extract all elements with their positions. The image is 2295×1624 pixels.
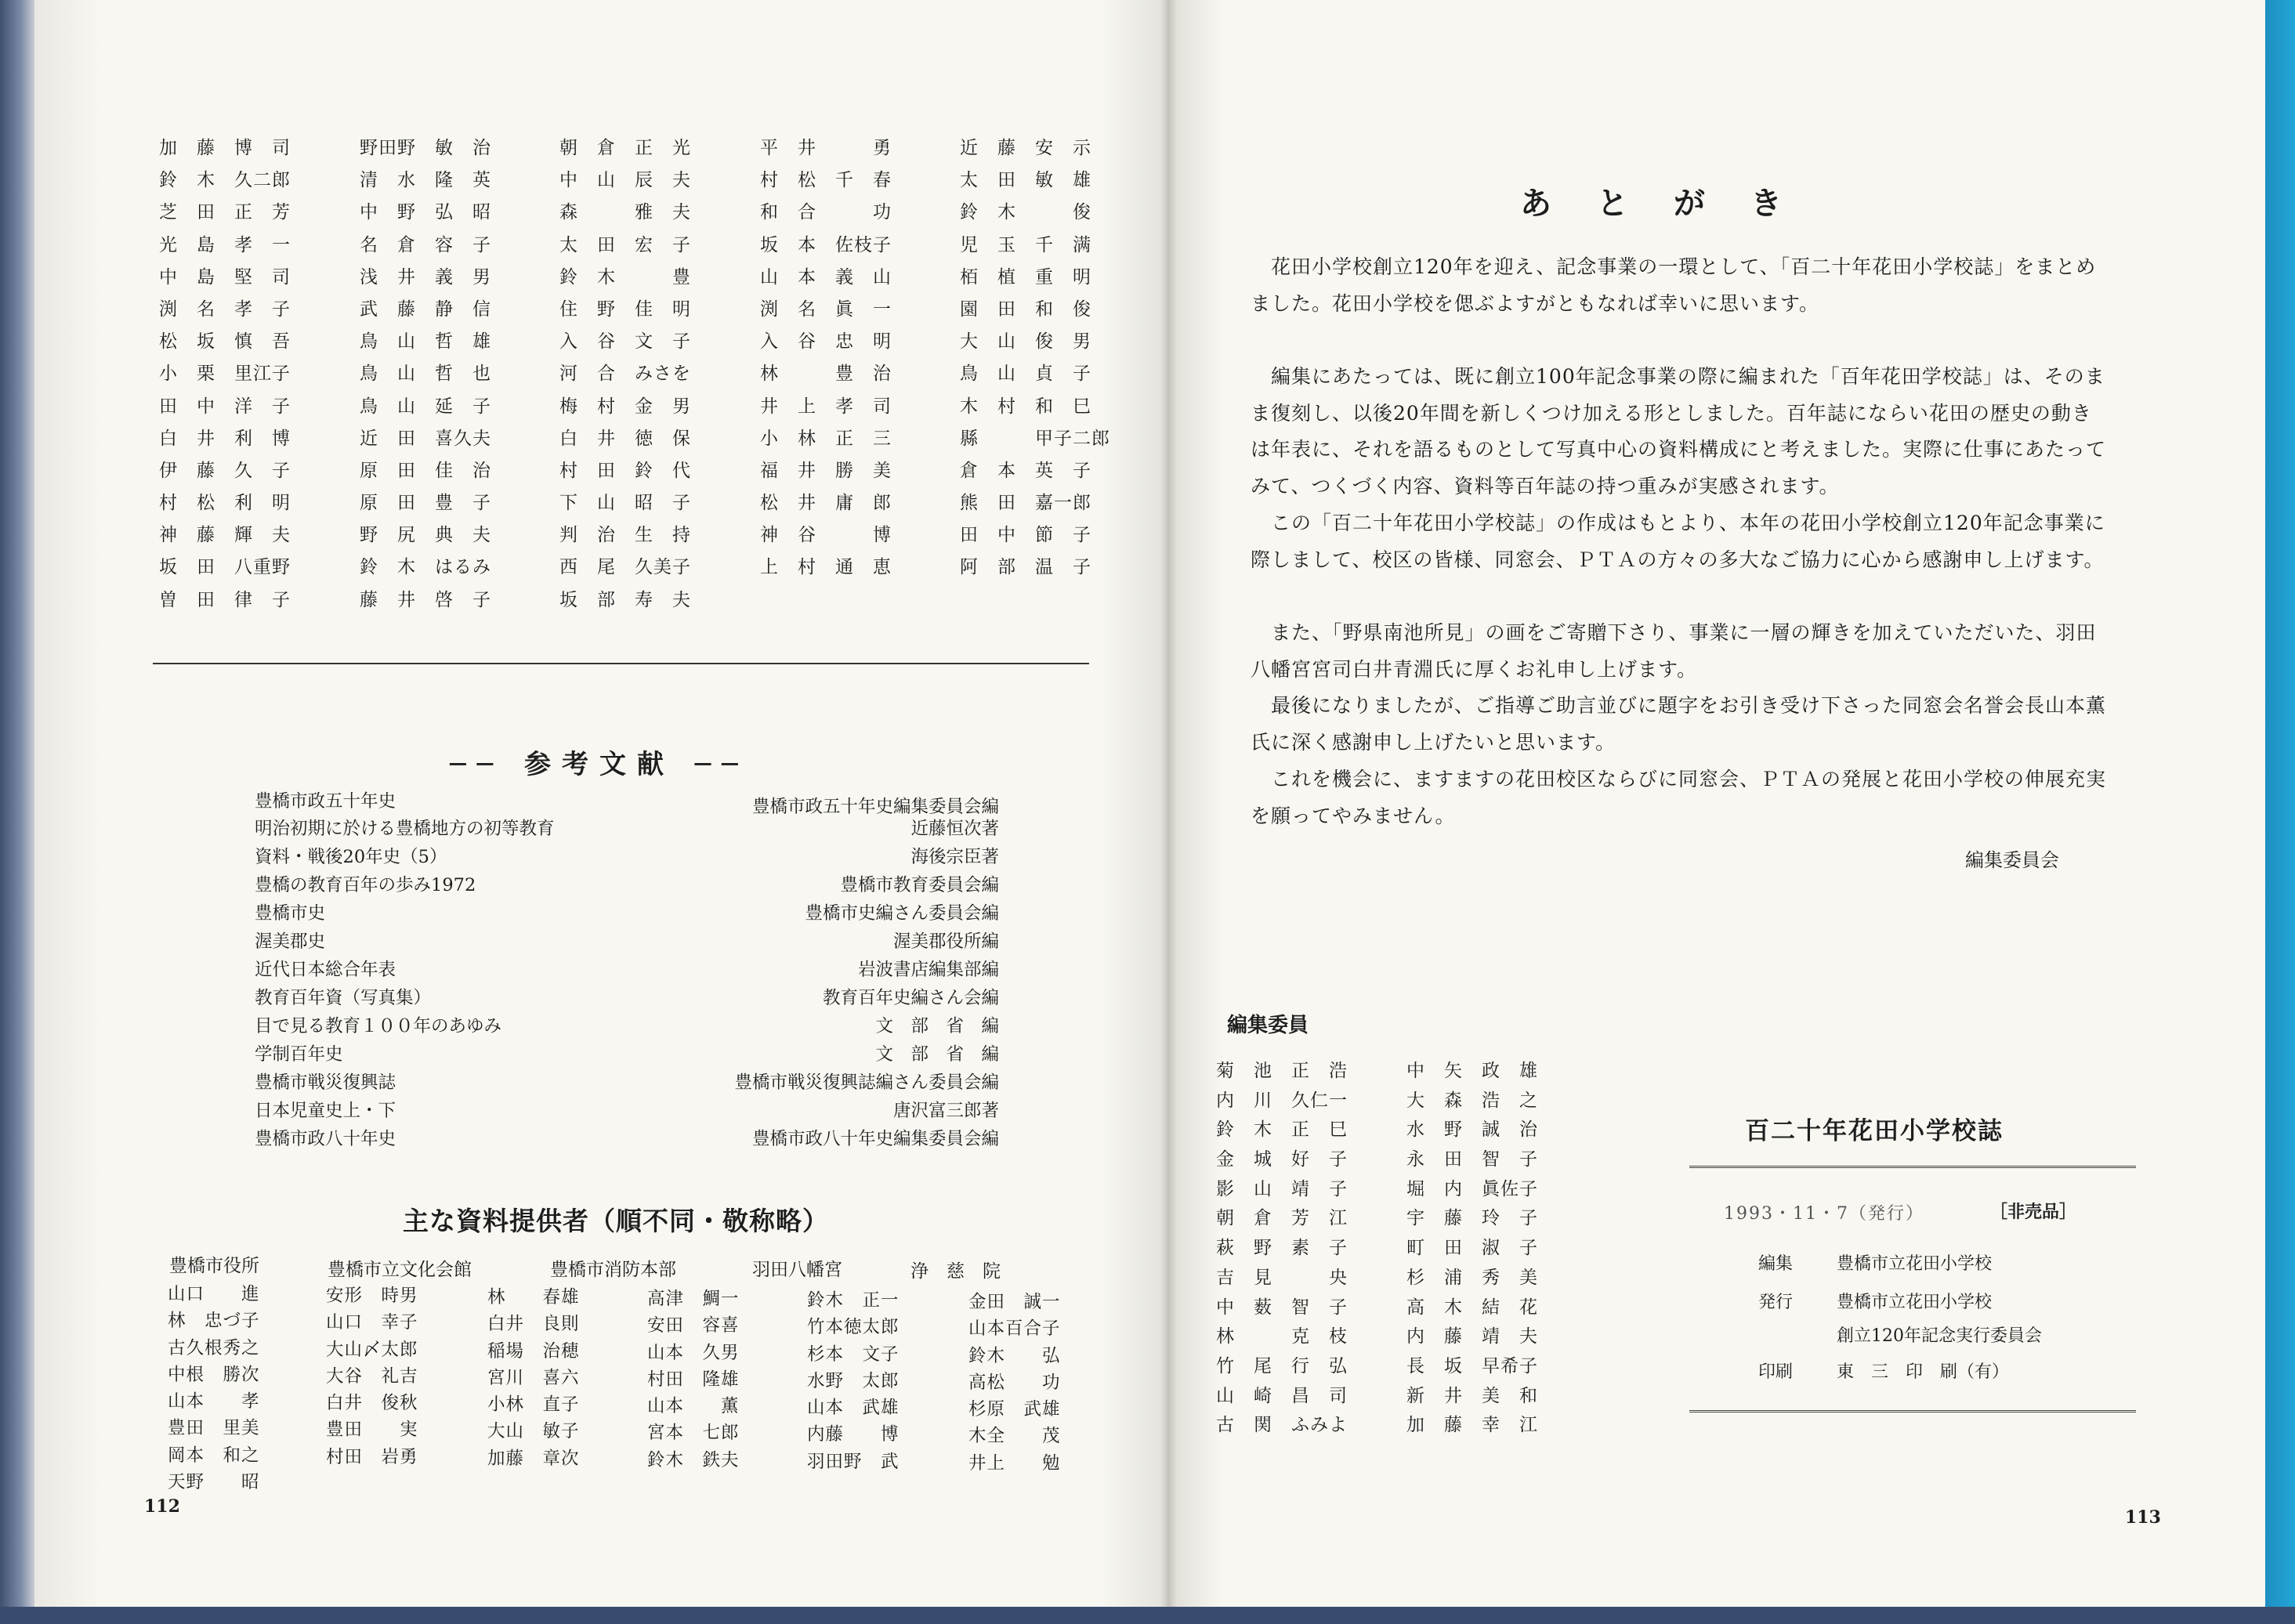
provider-name: 宮本 七郎 xyxy=(647,1423,740,1444)
reference-title: 目で見る教育１００年のあゆみ xyxy=(255,1016,502,1036)
provider-name: 安形 時男 xyxy=(326,1286,418,1306)
name-entry: 朝 倉 正 光 xyxy=(559,138,691,158)
name-entry: 神 藤 輝 夫 xyxy=(159,525,291,546)
provider-column-2 xyxy=(326,1282,418,1470)
reference-author: 文 部 省 編 xyxy=(875,1044,999,1065)
name-entry: 鈴 木 豊 xyxy=(559,266,691,288)
name-column-1 xyxy=(159,133,291,617)
reference-title: 教育百年資（写真集） xyxy=(255,988,432,1008)
provider-name: 内藤 博 xyxy=(807,1424,900,1445)
committee-member: 新 井 美 和 xyxy=(1406,1385,1538,1406)
reference-item xyxy=(255,1097,999,1125)
reference-item xyxy=(255,843,999,871)
provider-column-1 xyxy=(168,1280,260,1495)
provider-name: 白井 良則 xyxy=(487,1314,580,1335)
name-entry: 上 村 通 恵 xyxy=(760,557,892,578)
provider-name: 村田 隆雄 xyxy=(647,1369,740,1390)
provider-name: 金田 誠一 xyxy=(968,1292,1061,1312)
name-entry: 河 合 みさを xyxy=(559,364,691,385)
reference-author: 海後宗臣著 xyxy=(910,847,999,867)
reference-item xyxy=(255,984,999,1012)
name-entry: 判 治 生 持 xyxy=(559,525,691,546)
name-entry: 芝 田 正 芳 xyxy=(159,202,291,223)
name-entry: 中 山 辰 夫 xyxy=(559,170,691,191)
name-entry: 大 山 俊 男 xyxy=(960,331,1091,353)
name-entry: 栢 植 重 明 xyxy=(960,266,1091,288)
book-cover-edge-right xyxy=(2265,0,2295,1624)
reference-title: 豊橋市史 xyxy=(255,903,326,924)
reference-title: 近代日本総合年表 xyxy=(255,960,396,980)
references-heading: ── 参考文献 ── xyxy=(450,749,749,780)
provider-name: 杉本 文子 xyxy=(807,1344,900,1365)
book-gutter xyxy=(1160,0,1177,1607)
name-entry: 伊 藤 久 子 xyxy=(159,460,291,481)
name-entry: 阿 部 温 子 xyxy=(960,557,1091,578)
name-entry: 園 田 和 俊 xyxy=(960,298,1091,320)
provider-name: 高松 功 xyxy=(968,1372,1061,1393)
provider-org: 浄 慈 院 xyxy=(910,1261,1001,1282)
committee-member: 水 野 誠 治 xyxy=(1406,1119,1538,1141)
committee-member: 竹 尾 行 弘 xyxy=(1216,1355,1348,1376)
provider-name: 村田 岩勇 xyxy=(326,1446,418,1467)
provider-name: 白井 俊秋 xyxy=(326,1393,418,1414)
name-column-2 xyxy=(360,133,491,617)
provider-name: 羽田野 武 xyxy=(807,1451,900,1472)
reference-author: 豊橋市戦災復興誌編さん委員会編 xyxy=(734,1072,999,1093)
committee-member: 朝 倉 芳 江 xyxy=(1216,1208,1348,1229)
name-entry: 藤 井 啓 子 xyxy=(360,589,491,610)
provider-name: 竹本徳太郎 xyxy=(807,1317,900,1338)
name-entry: 野 尻 典 夫 xyxy=(360,525,491,546)
committee-member: 金 城 好 子 xyxy=(1216,1149,1348,1170)
name-entry: 山 本 義 山 xyxy=(760,266,892,288)
name-entry: 神 谷 博 xyxy=(760,525,892,546)
name-entry: 鈴 木 久二郎 xyxy=(159,170,291,191)
colophon-rule-bottom xyxy=(1689,1410,2136,1416)
reference-author: 教育百年史編さん会編 xyxy=(822,988,999,1008)
page-number-right: 113 xyxy=(2125,1507,2161,1528)
committee-member: 杉 浦 秀 美 xyxy=(1406,1267,1538,1288)
reference-author: 渥美郡役所編 xyxy=(892,931,999,952)
reference-author: 豊橋市政五十年史編集委員会編 xyxy=(751,797,999,817)
committee-member: 宇 藤 玲 子 xyxy=(1406,1208,1538,1229)
name-entry: 坂 田 八重野 xyxy=(159,557,291,578)
colophon-date: 1993・11・7（発行） xyxy=(1724,1204,1924,1224)
provider-name: 鈴木 鉄夫 xyxy=(647,1449,740,1470)
colophon-value: 豊橋市立花田小学校 xyxy=(1837,1293,1993,1312)
provider-name: 鈴木 弘 xyxy=(968,1345,1061,1366)
reference-item xyxy=(255,815,999,843)
provider-name: 岡本 和之 xyxy=(168,1445,260,1466)
afterword-paragraph: 最後になりましたが、ご指導ご助言並びに題字をお引き受け下さった同窓会名誉会長山本薫氏に深く感謝申し上げたいと思います。 xyxy=(1251,694,2107,754)
colophon-label: 発行 xyxy=(1758,1293,1794,1312)
reference-title: 豊橋の教育百年の歩み1972 xyxy=(255,875,476,895)
committee-member: 堀 内 眞佐子 xyxy=(1406,1178,1538,1199)
name-entry: 加 藤 博 司 xyxy=(159,138,291,158)
name-entry: 坂 部 寿 夫 xyxy=(559,589,691,610)
reference-item xyxy=(255,1069,999,1097)
provider-org: 豊橋市立文化会館 xyxy=(328,1260,472,1280)
name-entry: 白 井 利 博 xyxy=(159,428,291,449)
committee-member: 内 藤 靖 夫 xyxy=(1406,1326,1538,1347)
name-entry: 熊 田 嘉一郎 xyxy=(960,493,1091,514)
name-entry: 浅 井 義 男 xyxy=(360,266,491,288)
colophon-rule-top xyxy=(1689,1166,2136,1172)
provider-name: 杉原 武雄 xyxy=(968,1399,1061,1420)
committee-column-1 xyxy=(1216,1056,1348,1440)
name-entry: 名 倉 容 子 xyxy=(360,234,491,255)
provider-name: 林 忠づ子 xyxy=(168,1311,260,1332)
provider-name: 安田 容喜 xyxy=(647,1315,740,1336)
reference-title: 豊橋市政五十年史 xyxy=(255,791,396,812)
provider-org: 羽田八幡宮 xyxy=(752,1260,842,1280)
name-column-5 xyxy=(960,133,1110,585)
colophon-value: 東 三 印 刷（有） xyxy=(1837,1362,2010,1382)
reference-item xyxy=(255,871,999,899)
committee-member: 中 薮 智 子 xyxy=(1216,1297,1348,1318)
provider-name: 水野 太郎 xyxy=(807,1370,900,1391)
name-entry: 梅 村 金 男 xyxy=(559,396,691,417)
reference-author: 唐沢富三郎著 xyxy=(892,1101,999,1121)
colophon-label: 印刷 xyxy=(1758,1362,1794,1382)
afterword-paragraph: 花田小学校創立120年を迎え、記念事業の一環として、「百二十年花田小学校誌」をまとめました。花田小学校を偲ぶよすがともなれば幸いに思います。 xyxy=(1251,255,2097,315)
name-entry: 太 田 宏 子 xyxy=(559,234,691,255)
provider-name: 林 春雄 xyxy=(487,1287,580,1308)
name-entry: 鈴 木 俊 xyxy=(960,202,1091,223)
reference-item xyxy=(255,1125,999,1153)
name-entry: 児 玉 千 满 xyxy=(960,234,1091,255)
name-entry: 和 合 功 xyxy=(760,202,892,223)
reference-item xyxy=(255,928,999,956)
name-entry: 野田野 敏 治 xyxy=(360,138,491,158)
colophon-label: 編集 xyxy=(1758,1254,1794,1274)
reference-item xyxy=(255,956,999,984)
name-entry: 光 島 孝 一 xyxy=(159,234,291,255)
provider-column-6 xyxy=(968,1288,1061,1476)
provider-name: 宮川 喜六 xyxy=(487,1367,580,1388)
provider-name: 小林 直子 xyxy=(487,1394,580,1416)
committee-member: 大 森 浩 之 xyxy=(1406,1090,1538,1111)
name-entry: 小 林 正 三 xyxy=(760,428,892,449)
name-entry: 近 藤 安 示 xyxy=(960,138,1091,158)
reference-item xyxy=(255,899,999,928)
name-entry: 村 田 鈴 代 xyxy=(559,460,691,481)
committee-member: 林 克 枝 xyxy=(1216,1326,1348,1347)
provider-name: 山口 幸子 xyxy=(326,1312,418,1333)
name-entry: 白 井 徳 保 xyxy=(559,428,691,449)
provider-name: 鈴木 正一 xyxy=(807,1290,900,1311)
book-edge-left xyxy=(0,0,34,1624)
name-entry: 曽 田 律 子 xyxy=(159,589,291,610)
name-entry: 鈴 木 はるみ xyxy=(360,557,491,578)
committee-member: 中 矢 政 雄 xyxy=(1406,1061,1538,1081)
provider-name: 大山 敏子 xyxy=(487,1421,580,1442)
provider-name: 大山〆太郎 xyxy=(326,1339,418,1360)
reference-title: 日本児童史上・下 xyxy=(255,1101,396,1121)
provider-column-4 xyxy=(647,1285,740,1473)
name-column-4 xyxy=(760,133,892,585)
reference-title: 明治初期に於ける豊橋地方の初等教育 xyxy=(255,819,555,839)
provider-name: 高津 鯛一 xyxy=(647,1289,740,1309)
provider-name: 山口 進 xyxy=(168,1284,260,1304)
name-entry: 鳥 山 哲 也 xyxy=(360,364,491,385)
provider-name: 古久根秀之 xyxy=(168,1337,260,1358)
providers-heading: 主な資料提供者（順不同・敬称略） xyxy=(403,1206,829,1236)
name-entry: 清 水 隆 英 xyxy=(360,170,491,191)
reference-item xyxy=(255,1040,999,1069)
provider-name: 豊田 実 xyxy=(326,1420,418,1441)
name-entry: 太 田 敏 雄 xyxy=(960,170,1091,191)
provider-column-3 xyxy=(487,1283,580,1471)
committee-member: 鈴 木 正 巳 xyxy=(1216,1119,1348,1141)
cover-bottom-strip xyxy=(0,1607,2295,1624)
provider-name: 井上 勉 xyxy=(968,1452,1061,1474)
name-entry: 松 坂 慎 吾 xyxy=(159,331,291,353)
page-number-left: 112 xyxy=(144,1496,180,1517)
name-entry: 林 豊 治 xyxy=(760,364,892,385)
reference-author: 豊橋市政八十年史編集委員会編 xyxy=(751,1129,999,1149)
name-entry: 縣 甲子二郎 xyxy=(960,428,1110,449)
reference-title: 豊橋市戦災復興誌 xyxy=(255,1072,396,1093)
provider-name: 山本 孝 xyxy=(168,1391,260,1412)
committee-member: 萩 野 素 子 xyxy=(1216,1238,1348,1259)
name-entry: 鳥 山 貞 子 xyxy=(960,364,1091,385)
afterword-paragraph: これを機会に、ますますの花田校区ならびに同窓会、ＰＴＡの発展と花田小学校の伸展充実を願ってやみません。 xyxy=(1251,768,2107,827)
name-entry: 田 中 節 子 xyxy=(960,525,1091,546)
name-entry: 住 野 佳 明 xyxy=(559,298,691,320)
name-entry: 近 田 喜久夫 xyxy=(360,428,491,449)
name-column-3 xyxy=(559,133,691,617)
provider-name: 豊田 里美 xyxy=(168,1418,260,1439)
afterword-paragraph: また、「野県南池所見」の画をご寄贈下さり、事業に一層の輝きを加えていただいた、羽田八幡宮宮司白井青淵氏に厚くお礼申し上げます。 xyxy=(1251,621,2097,681)
not-for-sale-label: ［非売品］ xyxy=(1990,1202,2077,1222)
name-entry: 中 島 堅 司 xyxy=(159,266,291,288)
provider-name: 天野 昭 xyxy=(168,1472,260,1493)
committee-member: 加 藤 幸 江 xyxy=(1406,1415,1538,1436)
provider-name: 木全 茂 xyxy=(968,1426,1061,1447)
afterword-heading: あとがき xyxy=(1520,185,1827,222)
committee-member: 影 山 靖 子 xyxy=(1216,1178,1348,1199)
reference-author: 文 部 省 編 xyxy=(875,1016,999,1036)
provider-name: 稲場 治穂 xyxy=(487,1340,580,1362)
name-entry: 田 中 洋 子 xyxy=(159,396,291,417)
reference-title: 資料・戦後20年史（5） xyxy=(255,847,447,867)
committee-member: 吉 見 央 xyxy=(1216,1267,1348,1288)
name-entry: 倉 本 英 子 xyxy=(960,460,1091,481)
name-entry: 西 尾 久美子 xyxy=(559,557,691,578)
reference-author: 豊橋市史編さん委員会編 xyxy=(805,903,999,924)
reference-item xyxy=(255,1012,999,1040)
name-entry: 小 栗 里江子 xyxy=(159,364,291,385)
provider-name: 加藤 章次 xyxy=(487,1448,580,1469)
name-entry: 平 井 勇 xyxy=(760,138,892,158)
afterword-signature: 編集委員会 xyxy=(1965,849,2059,871)
name-entry: 入 谷 忠 明 xyxy=(760,331,892,353)
committee-member: 長 坂 早希子 xyxy=(1406,1355,1538,1376)
section-divider xyxy=(153,663,1089,664)
provider-name: 中根 勝次 xyxy=(168,1364,260,1385)
committee-column-2 xyxy=(1406,1056,1538,1440)
provider-column-5 xyxy=(807,1286,900,1474)
committee-member: 菊 池 正 浩 xyxy=(1216,1061,1348,1081)
name-entry: 木 村 和 巳 xyxy=(960,396,1091,417)
reference-author: 豊橋市教育委員会編 xyxy=(840,875,999,895)
name-entry: 森 雅 夫 xyxy=(559,202,691,223)
provider-org: 豊橋市役所 xyxy=(169,1256,259,1276)
provider-name: 山本 薫 xyxy=(647,1396,740,1417)
name-entry: 村 松 利 明 xyxy=(159,493,291,514)
name-entry: 村 松 千 春 xyxy=(760,170,892,191)
name-entry: 渕 名 眞 一 xyxy=(760,298,892,320)
colophon-value: 創立120年記念実行委員会 xyxy=(1837,1326,2042,1346)
provider-name: 山本 武雄 xyxy=(807,1398,900,1419)
provider-name: 山本百合子 xyxy=(968,1318,1061,1340)
reference-title: 学制百年史 xyxy=(255,1044,343,1065)
committee-heading: 編集委員 xyxy=(1227,1014,1309,1037)
name-entry: 井 上 孝 司 xyxy=(760,396,892,417)
name-entry: 渕 名 孝 子 xyxy=(159,298,291,320)
name-entry: 鳥 山 延 子 xyxy=(360,396,491,417)
name-entry: 松 井 庸 郎 xyxy=(760,493,892,514)
colophon-title: 百二十年花田小学校誌 xyxy=(1745,1117,2004,1145)
committee-member: 町 田 淑 子 xyxy=(1406,1238,1538,1259)
afterword-paragraph: この「百二十年花田小学校誌」の作成はもとより、本年の花田小学校創立120年記念事業に際しまして、校区の皆様、同窓会、ＰＴＡの方々の多大なご協力に心から感謝申し上げます。 xyxy=(1251,512,2105,571)
name-entry: 坂 本 佐枝子 xyxy=(760,234,892,255)
reference-author: 近藤恒次著 xyxy=(910,819,999,839)
reference-title: 豊橋市政八十年史 xyxy=(255,1129,396,1149)
committee-member: 高 木 結 花 xyxy=(1406,1297,1538,1318)
colophon-value: 豊橋市立花田小学校 xyxy=(1837,1254,1993,1274)
provider-name: 山本 久男 xyxy=(647,1342,740,1363)
committee-member: 山 崎 昌 司 xyxy=(1216,1385,1348,1406)
committee-member: 古 関 ふみよ xyxy=(1216,1415,1348,1436)
reference-title: 渥美郡史 xyxy=(255,931,326,952)
name-entry: 原 田 豊 子 xyxy=(360,493,491,514)
name-entry: 鳥 山 哲 雄 xyxy=(360,331,491,353)
name-entry: 入 谷 文 子 xyxy=(559,331,691,353)
name-entry: 中 野 弘 昭 xyxy=(360,202,491,223)
afterword-paragraph: 編集にあたっては、既に創立100年記念事業の際に編まれた「百年花田学校誌」は、そのまま復刻し、以後20年間を新しくつけ加える形としました。百年誌にならい花田の歴史の動きは年表に、それを語るものとして写真中心の資料構成にと考えました。実際に仕事にあたってみて、つくづく内容、資料等百年誌の持つ重みが実感されます。 xyxy=(1251,365,2107,497)
name-entry: 原 田 佳 治 xyxy=(360,460,491,481)
name-entry: 下 山 昭 子 xyxy=(559,493,691,514)
name-entry: 福 井 勝 美 xyxy=(760,460,892,481)
name-entry: 武 藤 静 信 xyxy=(360,298,491,320)
committee-member: 永 田 智 子 xyxy=(1406,1149,1538,1170)
reference-author: 岩波書店編集部編 xyxy=(857,960,999,980)
provider-org: 豊橋市消防本部 xyxy=(550,1260,676,1280)
provider-name: 大谷 礼吉 xyxy=(326,1365,418,1387)
committee-member: 内 川 久仁一 xyxy=(1216,1090,1348,1111)
